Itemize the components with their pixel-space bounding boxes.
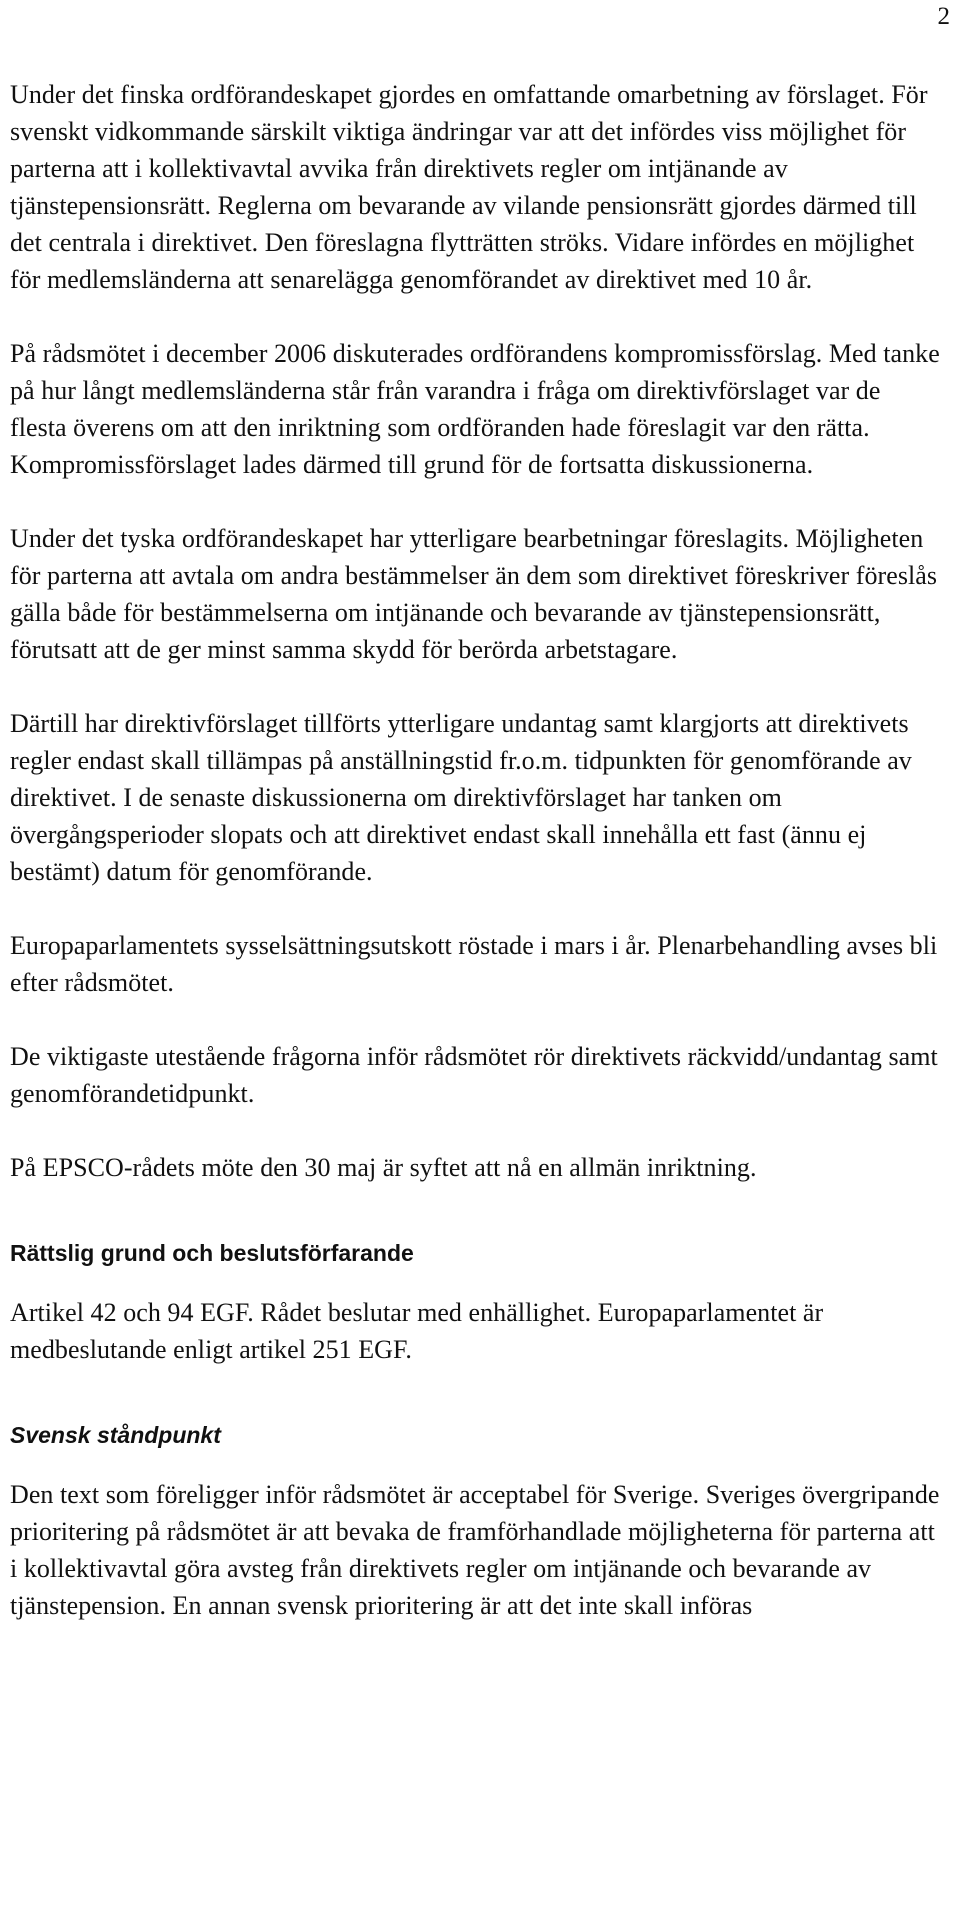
paragraph-legal-basis: Artikel 42 och 94 EGF. Rådet beslutar med enhällighet. Europaparlamentet är medbeslutande enligt artikel 251 EGF. — [10, 1298, 824, 1364]
paragraph-outstanding-issues: De viktigaste utestående frågorna inför rådsmötet rör direktivets räckvidd/undantag samt genomförandetidpunkt. — [10, 1042, 938, 1108]
section-spacer — [10, 1405, 940, 1420]
paragraph-swedish-position: Den text som föreligger inför rådsmötet är acceptabel för Sverige. Sveriges övergripande prioritering på rådsmötet är att bevaka de framförhandlade möjligheterna för parterna att i kollektivavtal göra avsteg från direktivets regler om intjänande och bevarande av tjänstepension. En annan svensk prioritering är att det inte skall införas — [10, 1480, 940, 1620]
paragraph-december-council: På rådsmötet i december 2006 diskuterades ordförandens kompromissförslag. Med tanke på hur långt medlemsländerna står från varandra i fråga om direktivförslaget var de flesta överens om att den inriktning som ordföranden hade föreslagit var den rätta. Kompromissförslaget lades därmed till grund för de fortsatta diskussionerna. — [10, 339, 940, 479]
document-body — [10, 76, 940, 1661]
page-number: 2 — [937, 3, 950, 30]
paragraph-european-parliament: Europaparlamentets sysselsättningsutskott röstade i mars i år. Plenarbehandling avses bli efter rådsmötet. — [10, 931, 938, 997]
section-spacer — [10, 1223, 940, 1238]
paragraph-german-presidency: Under det tyska ordförandeskapet har ytterligare bearbetningar föreslagits. Möjligheten för parterna att avtala om andra bestämmelser än dem som direktivet föreskriver föreslås gälla både för bestämmelserna om intjänande och bevarande av tjänstepensionsrätt, förutsatt att de ger minst samma skydd för berörda arbetstagare. — [10, 524, 938, 664]
heading-swedish-position: Svensk ståndpunkt — [10, 1422, 221, 1448]
paragraph-additional-exceptions: Därtill har direktivförslaget tillförts ytterligare undantag samt klargjorts att direktivets regler endast skall tillämpas på anställningstid fr.o.m. tidpunkten för genomförande av direktivet. I de senaste diskussionerna om direktivförslaget har tanken om övergångsperioder slopats och att direktivet endast skall innehålla ett fast (ännu ej bestämt) datum för genomförande. — [10, 709, 912, 886]
heading-legal-basis: Rättslig grund och beslutsförfarande — [10, 1240, 414, 1266]
paragraph-epsco-meeting: På EPSCO-rådets möte den 30 maj är syftet att nå en allmän inriktning. — [10, 1153, 757, 1182]
paragraph-finnish-presidency: Under det finska ordförandeskapet gjordes en omfattande omarbetning av förslaget. För svenskt vidkommande särskilt viktiga ändringar var att det infördes viss möjlighet för parterna att i kollektivavtal avvika från direktivets regler om intjänande av tjänstepensionsrätt. Reglerna om bevarande av vilande pensionsrätt gjordes därmed till det centrala i direktivet. Den föreslagna flytträtten ströks. Vidare infördes en möjlighet för medlemsländerna att senarelägga genomförandet av direktivet med 10 år. — [10, 80, 928, 294]
